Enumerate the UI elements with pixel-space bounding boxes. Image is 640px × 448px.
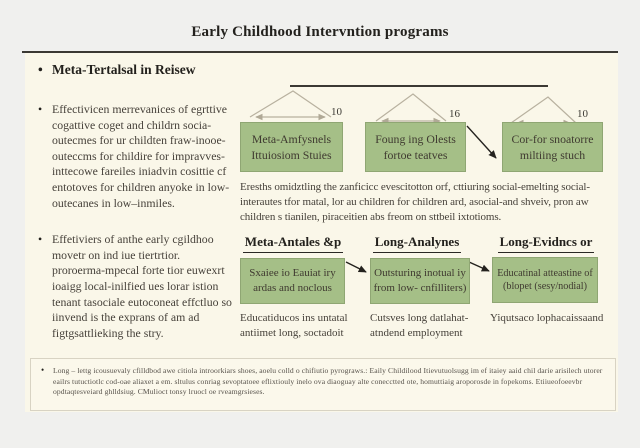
- box-caption-2: Cutsves long datlahat-atndend employment: [370, 312, 469, 339]
- box-line: Ittuiosiom Stuies: [251, 148, 332, 162]
- column-header-label: Long-Evidncs or: [498, 234, 595, 253]
- footnote-text: • Long – lettg icousuevaly cfilldbod awe citiola introorkiars shoes, aoelu colld o chifiutio pyrograws.: Eaily Childilood Itievutuolsugg im ef itaiey aaid chil darie arisilech utorer eailrs tutuctiotlc cod-oae aliaxet a em. sltulus conriag sevoptatoee eflixtiouly inelo ova diaoguay alte conecctted ote, homuttiaig aroporosde in fopekoms. Etiiueofoeevbr opdtaqtesveiard ghlldsiug. CMulioct tonsy lruocl oe rveamgrsieses.: [53, 366, 603, 397]
- column-header-3: [490, 234, 602, 253]
- box-caption-3: Yiqutsaco lophacaissaand: [490, 312, 604, 324]
- count-badge: 10: [577, 108, 588, 120]
- box-line: Cor-for snoatorre: [511, 131, 594, 146]
- left-bullet-2: • Effetiviers of anthe early cgildhoo movetr on ind iue tiertrtior. proroerma-mpecal forte tior euwexrt ioaigg local-inilfied ues lorar istion tenant tasociale eutoconeat effctluo so iinvend is the exprans of am ad figtgsattlieking the stry.: [38, 232, 232, 341]
- box-line: fortoe teatves: [383, 148, 448, 162]
- column-header-1: [238, 234, 348, 253]
- count-badge: 16: [449, 108, 460, 120]
- count-badge: 10: [331, 106, 342, 118]
- flow-box-outcomes: [370, 258, 470, 304]
- flow-box-cohort: [502, 122, 603, 172]
- box-line: Outsturing inotual iy: [374, 267, 466, 279]
- flow-box-education: [492, 257, 598, 303]
- flow-box-founding: [365, 122, 466, 172]
- left-column: [38, 62, 232, 362]
- flow-box-meta-analysis: [240, 122, 343, 172]
- page-title: Early Childhood Intervntion programs: [191, 24, 449, 40]
- box-line: Educatinal atteastine of: [497, 267, 593, 279]
- footnote-item: [41, 366, 603, 398]
- box-line: Sxaiee io Eauiat iry: [249, 267, 336, 279]
- column-header-label: Meta-Antales &p: [243, 234, 343, 253]
- column-header-2: [362, 234, 472, 253]
- column-header-label: Long-Analynes: [373, 234, 462, 253]
- footnote-box: [30, 358, 616, 411]
- box-caption-1: Educatiducos ins untatal antiimet long, soctadoit: [240, 312, 348, 339]
- box-line: from low- cnfilliters): [373, 282, 467, 294]
- box-line: ardas and noclous: [253, 282, 332, 294]
- box-line: Foung ing Olests: [375, 131, 456, 146]
- flow-box-equity: [240, 258, 345, 304]
- diagram-intro-text: Eresths omidztling the zanficicc evescitotton orf, cttiuring social-emelting social-interautes tfor matal, lor au children for children ard, asocial-and shveiv, pron aw children s tianilen, piraceitien abs freom on sttbeil ixtotioms.: [240, 181, 590, 223]
- box-line: (blopet (sesy/nodial): [502, 281, 588, 292]
- left-heading: • Meta-Tertalsal in Reisew: [38, 62, 232, 78]
- box-line: Meta-Amfysnels: [251, 131, 332, 146]
- box-line: miltiing stuch: [519, 148, 586, 162]
- left-bullet-1: • Effectivicen merrevanices of egrttive cogattive coget and childrn socia-outecmes for ur childten fraw-inooe-outeccms for childire for impravves-inttecowe fareiles iniadvin cosittie cf entotoves for children anyoke in low-outecanes in low–inmiles.: [38, 102, 232, 211]
